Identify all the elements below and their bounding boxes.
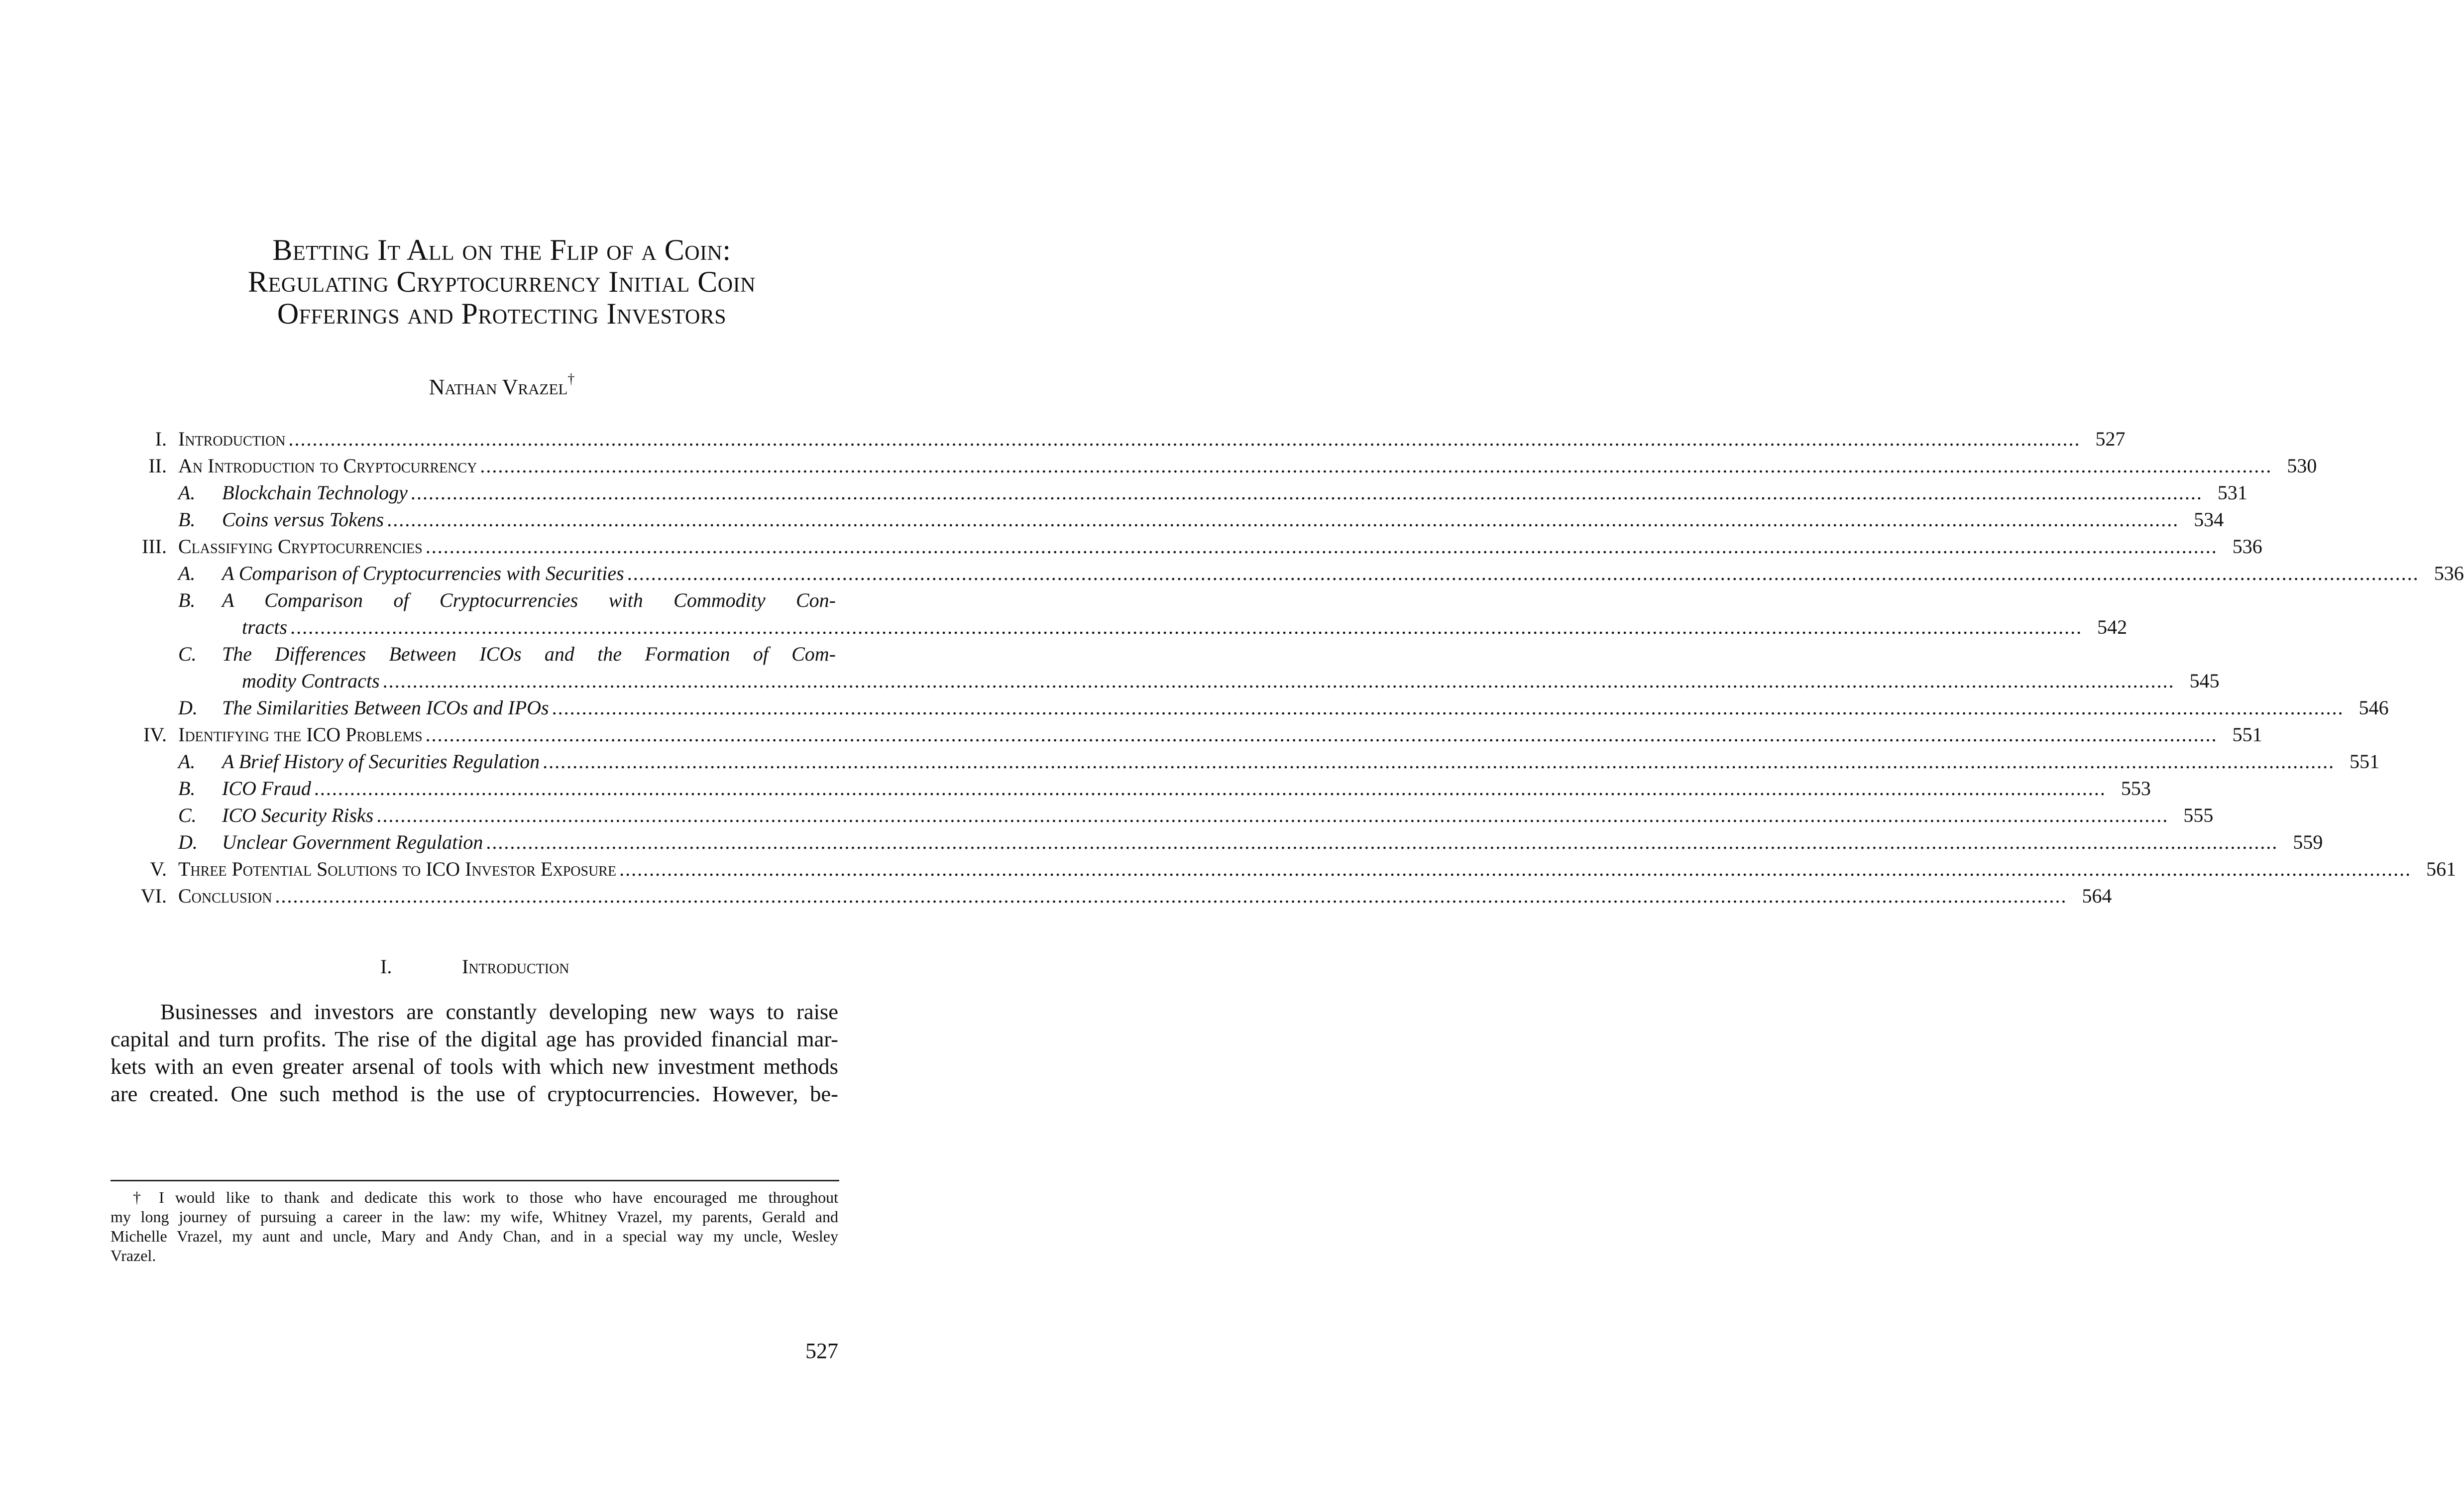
toc-entry-letter: B. [178,508,196,531]
footnote-line: † I would like to thank and dedicate this work to those who have encouraged me throughout [133,1188,838,1206]
toc-entry-title: A Comparison of Cryptocurrencies with Securities [222,562,624,584]
article-title-line-3: Offerings and Protecting Investors [277,297,727,330]
toc-entry-title-continued: modity Contracts [242,670,380,692]
toc-page-number: 534 [2194,508,2224,531]
section-title: Introduction [462,955,569,978]
toc-leader-dots: ............................................................................................................................................................................................................................................................................................................ [619,858,2412,880]
toc-leader-dots: ............................................................................................................................................................................................................................................................................................................ [486,831,2278,853]
toc-entry [0,481,2247,507]
toc-entry-number: IV. [143,723,167,746]
footnote-line: Vrazel. [111,1247,156,1264]
toc-entry-title: A Comparison of Cryptocurrencies with Commodity Con- [222,589,836,611]
toc-leader-dots: ............................................................................................................................................................................................................................................................................................................ [480,455,2272,477]
toc-entry-title: Conclusion [178,885,272,907]
toc-entry-number: V. [150,858,167,880]
toc-entry-letter: D. [178,696,198,719]
toc-page-number: 546 [2358,696,2389,719]
toc-entry-title-continued: tracts [242,616,288,638]
toc-page-number: 527 [2095,428,2126,450]
toc-entry-title: The Differences Between ICOs and the Formation of Com- [222,643,836,665]
toc-entry-title: ICO Fraud [222,777,311,800]
footnote-line: my long journey of pursuing a career in the law: my wife, Whitney Vrazel, my parents, Gerald and [111,1208,838,1226]
toc-page-number: 551 [2350,750,2380,773]
toc-entry-number: I. [155,428,167,450]
toc-entry [0,884,2112,910]
toc-entry-letter: D. [178,831,198,853]
toc-page-number: 559 [2293,831,2323,853]
toc-leader-dots: ............................................................................................................................................................................................................................................................................................................ [290,616,2083,638]
toc-page-number: 561 [2426,858,2457,880]
toc-page-number: 531 [2217,481,2247,504]
toc-entry-number: VI. [140,885,167,907]
toc-leader-dots: ............................................................................................................................................................................................................................................................................................................ [288,428,2081,450]
toc-page-number: 542 [2097,616,2128,638]
toc-entry [0,723,2262,749]
toc-leader-dots: ............................................................................................................................................................................................................................................................................................................ [425,535,2218,558]
toc-page-number: 551 [2232,723,2262,746]
toc-page-number: 545 [2189,670,2220,692]
page-number: 527 [805,1339,838,1363]
toc-entry [0,427,2126,453]
article-title [0,234,1004,330]
toc-entry-title: Blockchain Technology [222,481,408,504]
body-line: are created. One such method is the use of cryptocurrencies. However, be- [111,1081,838,1106]
footnote-line: Michelle Vrazel, my aunt and uncle, Mary and Andy Chan, and in a special way my uncle, Wesley [111,1227,838,1245]
body-line: capital and turn profits. The rise of the digital age has provided financial mar- [111,1027,838,1051]
toc-entry-letter: B. [178,777,196,800]
toc-leader-dots: ............................................................................................................................................................................................................................................................................................................ [387,508,2179,531]
toc-entry-title: Classifying Cryptocurrencies [178,535,423,558]
toc-entry-number: III. [142,535,167,558]
toc-leader-dots: ............................................................................................................................................................................................................................................................................................................ [382,670,2175,692]
toc-entry [0,508,2224,534]
author-footnote-mark: † [567,371,575,387]
footnote [111,1188,838,1265]
toc-entry [0,588,1004,614]
toc-entry-title: Coins versus Tokens [222,508,384,531]
toc-leader-dots: ............................................................................................................................................................................................................................................................................................................ [543,750,2335,773]
toc-entry-title: Identifying the ICO Problems [178,723,423,746]
toc-entry-letter: A. [178,750,196,773]
toc-entry-number: II. [148,455,167,477]
toc-entry [0,454,2317,480]
body-line: Businesses and investors are constantly developing new ways to raise [160,999,838,1024]
toc-entry-letter: A. [178,481,196,504]
toc-page-number: 536 [2434,562,2464,584]
toc-page-number: 536 [2232,535,2262,558]
section-number: I. [380,955,392,978]
toc-leader-dots: ............................................................................................................................................................................................................................................................................................................ [552,696,2344,719]
toc-entry-title: ICO Security Risks [222,804,374,826]
toc-entry [0,750,2380,776]
toc-page-number: 564 [2082,885,2112,907]
toc-entry-title: Introduction [178,428,286,450]
toc-entry-continuation [0,669,2220,695]
toc-leader-dots: ............................................................................................................................................................................................................................................................................................................ [275,885,2067,907]
toc-entry-letter: A. [178,562,196,584]
toc-leader-dots: ............................................................................................................................................................................................................................................................................................................ [410,481,2203,504]
toc-entry-continuation [0,615,2128,641]
body-line: kets with an even greater arsenal of tools with which new investment methods [111,1054,838,1079]
toc-leader-dots: ............................................................................................................................................................................................................................................................................................................ [314,777,2106,800]
toc-entry [0,830,2323,856]
toc-entry [0,777,2151,802]
toc-leader-dots: ............................................................................................................................................................................................................................................................................................................ [376,804,2169,826]
toc-page-number: 553 [2121,777,2151,800]
toc-entry-letter: C. [178,804,197,826]
author-name: Nathan Vrazel [429,375,568,399]
toc-page-number: 555 [2183,804,2214,826]
article-title-line-1: Betting It All on the Flip of a Coin: [272,233,731,266]
toc-entry-title: The Similarities Between ICOs and IPOs [222,696,549,719]
toc-entry-title: Unclear Government Regulation [222,831,483,853]
toc-leader-dots: ............................................................................................................................................................................................................................................................................................................ [425,723,2218,746]
body-paragraph [111,998,838,1108]
toc-entry-letter: B. [178,589,196,611]
toc-leader-dots: ............................................................................................................................................................................................................................................................................................................ [627,562,2419,584]
toc-entry [0,803,2214,829]
article-title-line-2: Regulating Cryptocurrency Initial Coin [248,265,756,298]
toc-page-number: 530 [2287,455,2317,477]
toc-entry [0,642,1004,668]
toc-entry-letter: C. [178,643,197,665]
toc-entry [0,535,2262,561]
toc-entry [0,696,2389,722]
toc-entry-title: A Brief History of Securities Regulation [222,750,540,773]
toc-entry-title: An Introduction to Cryptocurrency [178,455,477,477]
toc-entry-title: Three Potential Solutions to ICO Investor Exposure [178,858,617,880]
toc-entry [0,857,2457,883]
toc-entry [0,562,2464,587]
footnote-divider [111,1180,839,1181]
author-byline [0,371,1004,400]
